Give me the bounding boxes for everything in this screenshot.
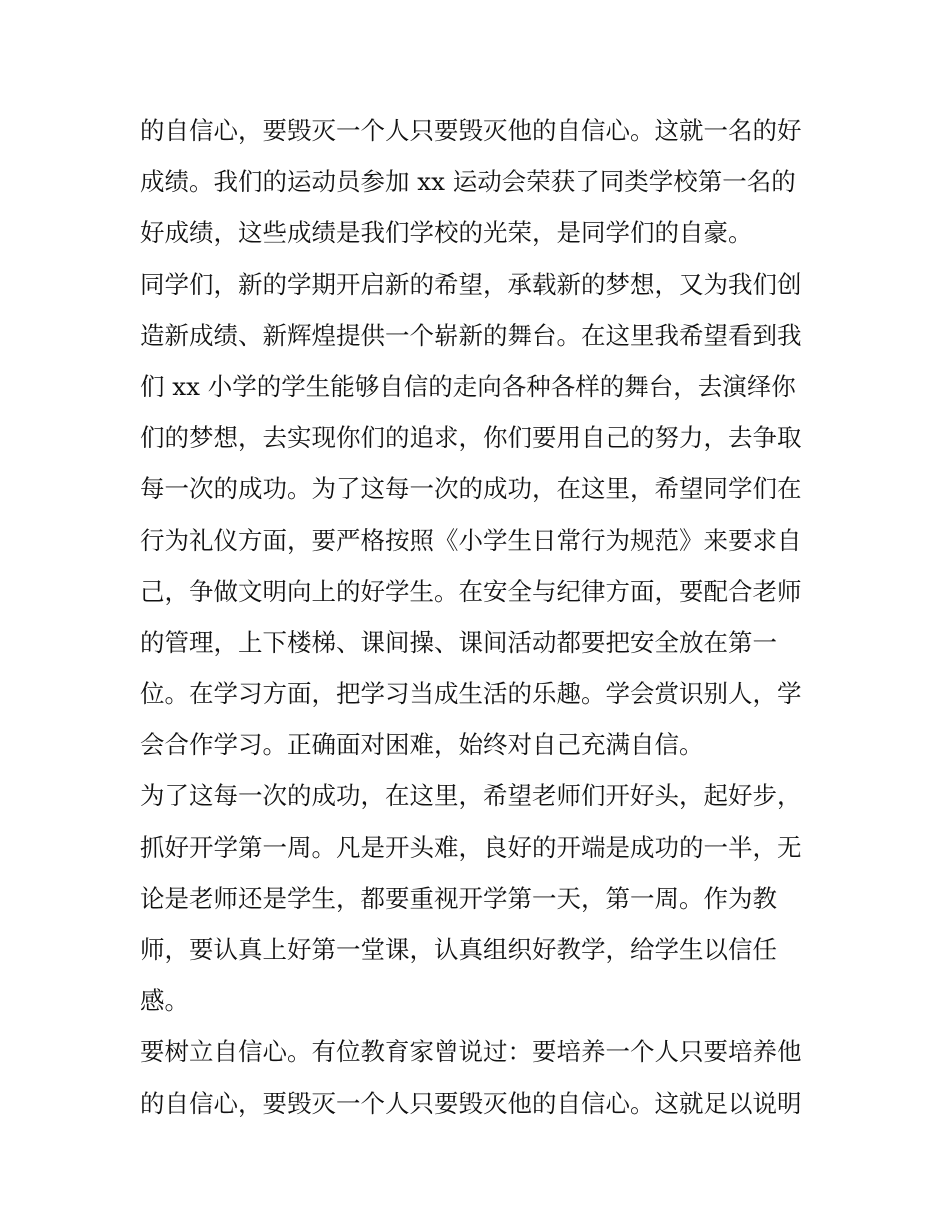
text-line-5: 造新成绩、新辉煌提供一个崭新的舞台。在这里我希望看到我 [140,320,802,350]
text-line-11: 的管理，上下楼梯、课间操、课间活动都要把安全放在第一 [140,627,777,657]
document-body [140,105,830,1129]
text-line-8: 每一次的成功。为了这每一次的成功，在这里，希望同学们在 [140,474,802,504]
text-line-7: 们的梦想，去实现你们的追求，你们要用自己的努力，去争取 [140,423,802,453]
text-line-17: 师，要认真上好第一堂课，认真组织好教学，给学生以信任 [140,935,777,964]
text-line-13: 会合作学习。正确面对困难，始终对自己充满自信。 [140,730,704,760]
text-line-4: 同学们，新的学期开启新的希望，承载新的梦想，又为我们创 [140,269,802,299]
text-line-20: 的自信心，要毁灭一个人只要毁灭他的自信心。这就足以说明 [140,1088,802,1118]
text-line-15: 抓好开学第一周。凡是开头难，良好的开端是成功的一半，无 [140,832,802,862]
text-line-9: 行为礼仪方面，要严格按照《小学生日常行为规范》来要求自 [140,525,802,555]
text-line-10: 己，争做文明向上的好学生。在安全与纪律方面，要配合老师 [140,576,802,606]
text-line-19: 要树立自信心。有位教育家曾说过：要培养一个人只要培养他 [140,1037,802,1067]
text-line-16: 论是老师还是学生，都要重视开学第一天，第一周。作为教 [140,883,777,913]
text-line-12: 位。在学习方面，把学习当成生活的乐趣。学会赏识别人，学 [140,679,802,709]
text-line-2: 成绩。我们的运动员参加 xx 运动会荣获了同类学校第一名的 [140,167,796,197]
text-line-14: 为了这每一次的成功，在这里，希望老师们开好头，起好步， [140,781,802,811]
text-line-1: 的自信心，要毁灭一个人只要毁灭他的自信心。这就一名的好 [140,116,802,145]
text-line-18: 感。 [140,986,189,1016]
text-line-6: 们 xx 小学的学生能够自信的走向各种各样的舞台，去演绎你 [140,371,796,401]
text-line-3: 好成绩，这些成绩是我们学校的光荣，是同学们的自豪。 [140,218,753,248]
